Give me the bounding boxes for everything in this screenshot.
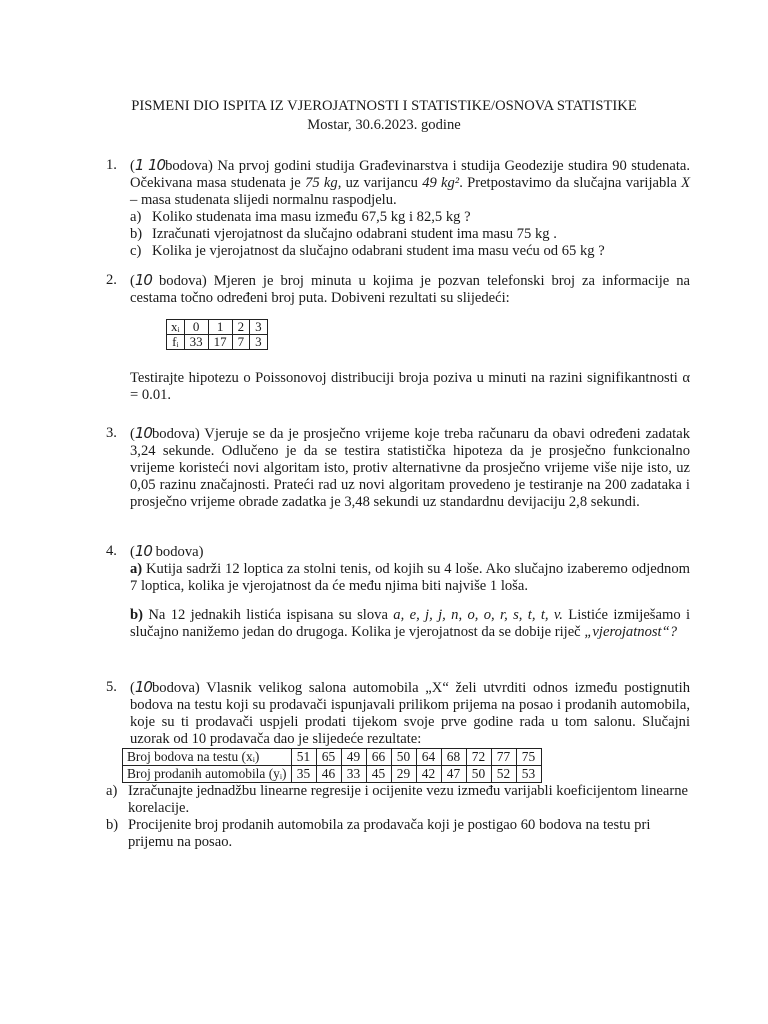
- table-cell: 72: [466, 749, 491, 766]
- problem-text: Mjeren je broj minuta u kojima je pozvan telefonski broj za informacije na cestama točno određeni broj puta. Dobiveni rezultati su slijedeći:: [130, 273, 690, 306]
- subquestions: [106, 783, 690, 851]
- sales-table: [122, 748, 542, 783]
- table-cell: 50: [391, 749, 416, 766]
- subquestion-text: Kolika je vjerojatnost da slučajno odabrani student ima masu veću od 65 kg ?: [152, 243, 605, 259]
- subquestion-text: Listiće izmiješamo i slučajno nanižemo jedan do drugoga. Kolika je vjerojatnost da se dobije riječ: [130, 607, 691, 640]
- subquestion-text: Procijenite broj prodanih automobila za prodavača koji je postigao 60 bodova na testu pri prijemu na posao.: [128, 817, 651, 850]
- table-cell: 53: [516, 766, 541, 783]
- points-open: (: [130, 426, 135, 442]
- subquestion-b: [130, 607, 690, 641]
- table-cell: 45: [366, 766, 391, 783]
- letters-list: a, e, j, j, n, o, o, r, s, t, t, v.: [393, 607, 563, 623]
- subquestion-label: b): [130, 607, 143, 623]
- row-header: Broj bodova na testu (xᵢ): [123, 749, 292, 766]
- problem-text: . Pretpostavimo da slučajna varijabla: [459, 175, 677, 191]
- subquestion-text: Koliko studenata ima masu između 67,5 kg i 82,5 kg ?: [152, 209, 471, 225]
- subquestion-label: a): [130, 561, 143, 577]
- problem-body: [130, 157, 690, 260]
- table-cell: 3: [250, 320, 268, 335]
- subquestion-a: [130, 561, 690, 595]
- table-row: [167, 335, 268, 350]
- points-open: (: [130, 680, 135, 696]
- table-cell: 2: [232, 320, 250, 335]
- place-date: Mostar, 30.6.2023. godine: [307, 117, 461, 133]
- variance-value: 49 kg²: [422, 175, 460, 191]
- points-label: bodova): [151, 680, 200, 696]
- problem-number: 3.: [106, 425, 117, 441]
- subquestion-c: [130, 243, 690, 260]
- table-cell: 49: [341, 749, 366, 766]
- table-row: [123, 749, 542, 766]
- table-cell: 47: [441, 766, 466, 783]
- problem-3: [106, 425, 690, 511]
- subquestion-text: Izračunajte jednadžbu linearne regresije i ocijenite vezu između varijabli koeficijentom linearne korelacije.: [128, 783, 688, 816]
- problem-5: [106, 679, 690, 851]
- row-header: Broj prodanih automobila (yᵢ): [123, 766, 292, 783]
- subquestions: [130, 209, 690, 260]
- points-label: bodova): [155, 544, 204, 560]
- points-open: (: [130, 158, 135, 174]
- table-cell: 65: [316, 749, 341, 766]
- table-cell: 66: [366, 749, 391, 766]
- problem-1: [106, 157, 690, 260]
- problem-text: Vjeruje se da je prosječno vrijeme koje treba računaru da obavi određeni zadatak 3,24 sekunde. Odlučeno je da se testira statistička hipoteza da je prosječno funkcionalno vrijeme koristeći novi algoritam isto, protiv alternativne da prosječno vrijeme više nije isto, uz 0,05 razinu značajnosti. Prateći rad uz novi algoritam provedeno je testiranje na 200 zadataka i prosječno vrijeme obrade zadatka je 3,48 sekundi uz standardnu devijaciju 2,8 sekundi.: [130, 426, 690, 510]
- exam-title: PISMENI DIO ISPITA IZ VJEROJATNOSTI I STATISTIKE/OSNOVA STATISTIKE: [131, 98, 637, 114]
- handwritten-points: 10: [134, 542, 152, 560]
- subquestion-label: a): [106, 783, 118, 799]
- points-label: bodova): [165, 158, 213, 174]
- problem-text: Testirajte hipotezu o Poissonovoj distribuciji broja poziva u minuti na razini signifikantnosti α = 0.01.: [130, 370, 690, 403]
- table-cell: 35: [291, 766, 316, 783]
- problem-number: 1.: [106, 157, 117, 173]
- problem-text: , uz varijancu: [337, 175, 418, 191]
- mean-value: 75 kg: [305, 175, 338, 191]
- subquestion-text: Izračunati vjerojatnost da slučajno odabrani student ima masu 75 kg .: [152, 226, 557, 242]
- subquestion-label: c): [130, 243, 142, 259]
- row-header: xᵢ: [167, 320, 185, 335]
- problem-body: [130, 679, 690, 748]
- points-open: (: [130, 273, 135, 289]
- table-cell: 68: [441, 749, 466, 766]
- handwritten-points: 10: [134, 424, 152, 442]
- problem-body: [130, 543, 690, 641]
- problem-number: 5.: [106, 679, 117, 695]
- table-cell: 42: [416, 766, 441, 783]
- handwritten-points: 10: [134, 271, 152, 289]
- subquestion-b: [106, 817, 690, 851]
- table-cell: 33: [184, 335, 208, 350]
- points-open: (: [130, 544, 135, 560]
- table-row: [123, 766, 542, 783]
- problem-text: Na prvoj godini studija Građevinarstva i studija Geodezije studira 90 studenata. Očekivana masa studenata je: [130, 158, 690, 191]
- subquestion-label: a): [130, 209, 142, 225]
- handwritten-points: 10: [134, 678, 152, 696]
- target-word: „vjerojatnost“?: [584, 624, 678, 640]
- frequency-table: [166, 319, 268, 350]
- problem-text: Vlasnik velikog salona automobila „X“ želi utvrditi odnos između postignutih bodova na testu koji su prodavači ispunjavali prilikom prijema na posao i prodanih automobila, koje su ti prodavači uspjeli prodati tijekom svoje prve godine rada u tom salonu. Slučajni uzorak od 10 prodavača dao je slijedeće rezultate:: [130, 680, 690, 747]
- subquestion-text: Na 12 jednakih listića ispisana su slova: [148, 607, 388, 623]
- problem-body: [130, 425, 690, 511]
- subquestion-a: [130, 209, 690, 226]
- table-cell: 75: [516, 749, 541, 766]
- subquestion-b: [130, 226, 690, 243]
- problem-text: – masa studenata slijedi normalnu raspodjelu.: [130, 192, 397, 208]
- random-variable: X: [681, 175, 690, 191]
- table-cell: 51: [291, 749, 316, 766]
- table-cell: 17: [208, 335, 232, 350]
- table-cell: 7: [232, 335, 250, 350]
- table-cell: 64: [416, 749, 441, 766]
- row-header: fᵢ: [167, 335, 185, 350]
- table-cell: 50: [466, 766, 491, 783]
- points-label: bodova): [158, 273, 207, 289]
- table-cell: 29: [391, 766, 416, 783]
- table-cell: 0: [184, 320, 208, 335]
- table-cell: 1: [208, 320, 232, 335]
- table-cell: 33: [341, 766, 366, 783]
- points-label: bodova): [151, 426, 200, 442]
- subquestion-label: b): [106, 817, 119, 833]
- problem-number: 4.: [106, 543, 117, 559]
- problem-4: [106, 543, 690, 641]
- handwritten-points: 1 10: [134, 156, 166, 174]
- table-cell: 77: [491, 749, 516, 766]
- subquestion-label: b): [130, 226, 143, 242]
- table-cell: 3: [250, 335, 268, 350]
- problem-2: [106, 272, 690, 404]
- table-cell: 52: [491, 766, 516, 783]
- problem-body: [130, 272, 690, 404]
- table-row: [167, 320, 268, 335]
- subquestion-text: Kutija sadrži 12 loptica za stolni tenis, od kojih su 4 loše. Ako slučajno izaberemo odjednom 7 loptica, kolika je vjerojatnost da će među njima biti najviše 1 loša.: [130, 561, 690, 594]
- subquestion-a: [106, 783, 690, 817]
- problem-number: 2.: [106, 272, 117, 288]
- table-cell: 46: [316, 766, 341, 783]
